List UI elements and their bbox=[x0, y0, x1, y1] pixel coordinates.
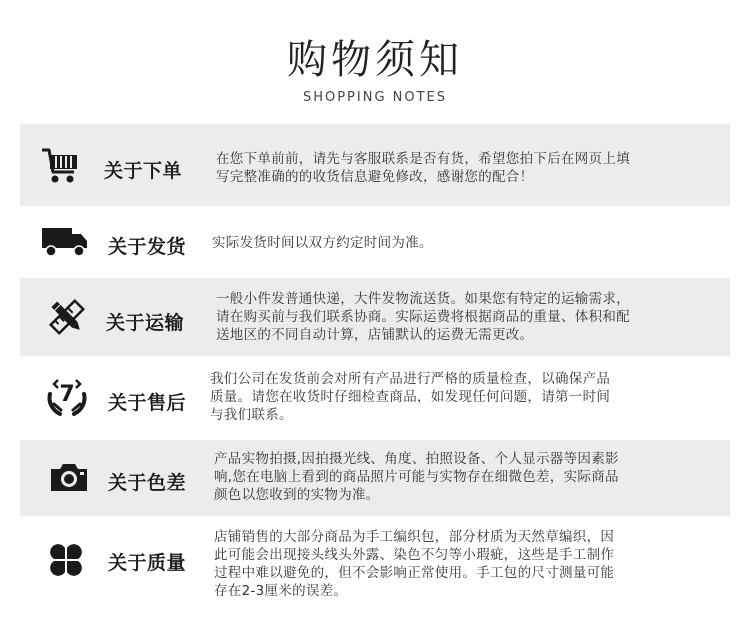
note-row-quality bbox=[20, 522, 730, 608]
note-text: 在您下单前前，请先与客服联系是否有货，希望您拍下后在网页上填 写完整准确的的收货信息避免修改，感谢您的配合！ bbox=[216, 151, 630, 185]
note-label: 关于发货 bbox=[108, 236, 187, 258]
seven-day-return-hands-icon bbox=[44, 374, 90, 420]
note-text: 产品实物拍摄,因拍摄光线、角度、拍照设备、个人显示器等因素影 响,您在电脑上看到的商品照片可能与实物存在细微色差，实际商品 颜色以您收到的实物为准。 bbox=[214, 451, 619, 503]
page-subtitle: SHOPPING NOTES bbox=[302, 90, 448, 105]
note-row-order bbox=[20, 124, 730, 206]
note-label: 关于售后 bbox=[108, 392, 187, 414]
delivery-truck-icon bbox=[40, 224, 90, 258]
note-text: 一般小件发普通快递，大件发物流送货。如果您有特定的运输需求， 请在购买前与我们联系协商。实际运费将根据商品的重量、体积和配 送地区的不同自动计算，店铺默认的运费无需更改。 bbox=[216, 291, 630, 343]
note-text: 我们公司在发货前会对所有产品进行严格的质量检查，以确保产品 质量。请您在收货时仔细检查商品，如发现任何问题，请第一时间 与我们联系。 bbox=[210, 371, 611, 423]
page-title: 购物须知 bbox=[287, 37, 463, 83]
note-label: 关于质量 bbox=[108, 552, 187, 574]
note-row-color-difference bbox=[20, 440, 730, 516]
note-row-shipping bbox=[20, 212, 730, 272]
shopping-cart-icon bbox=[40, 146, 80, 186]
camera-icon bbox=[48, 460, 90, 494]
pen-and-ruler-icon bbox=[46, 296, 88, 338]
note-row-after-sales bbox=[20, 362, 730, 434]
note-row-transport bbox=[20, 278, 730, 356]
note-label: 关于色差 bbox=[108, 472, 187, 494]
note-label: 关于运输 bbox=[106, 312, 185, 334]
note-text: 实际发货时间以双方约定时间为准。 bbox=[212, 235, 433, 251]
note-label: 关于下单 bbox=[104, 160, 183, 182]
note-text: 店铺销售的大部分商品为手工编织包，部分材质为天然草编织，因 此可能会出现接头线头外露、染色不匀等小瑕疵，这些是手工制作 过程中难以避免的，但不会影响正常使用。手工包的尺寸测量可能 存在2-3厘米的误差。 bbox=[214, 529, 615, 599]
clover-quality-icon bbox=[46, 540, 86, 580]
svg-text:7: 7 bbox=[59, 382, 75, 407]
